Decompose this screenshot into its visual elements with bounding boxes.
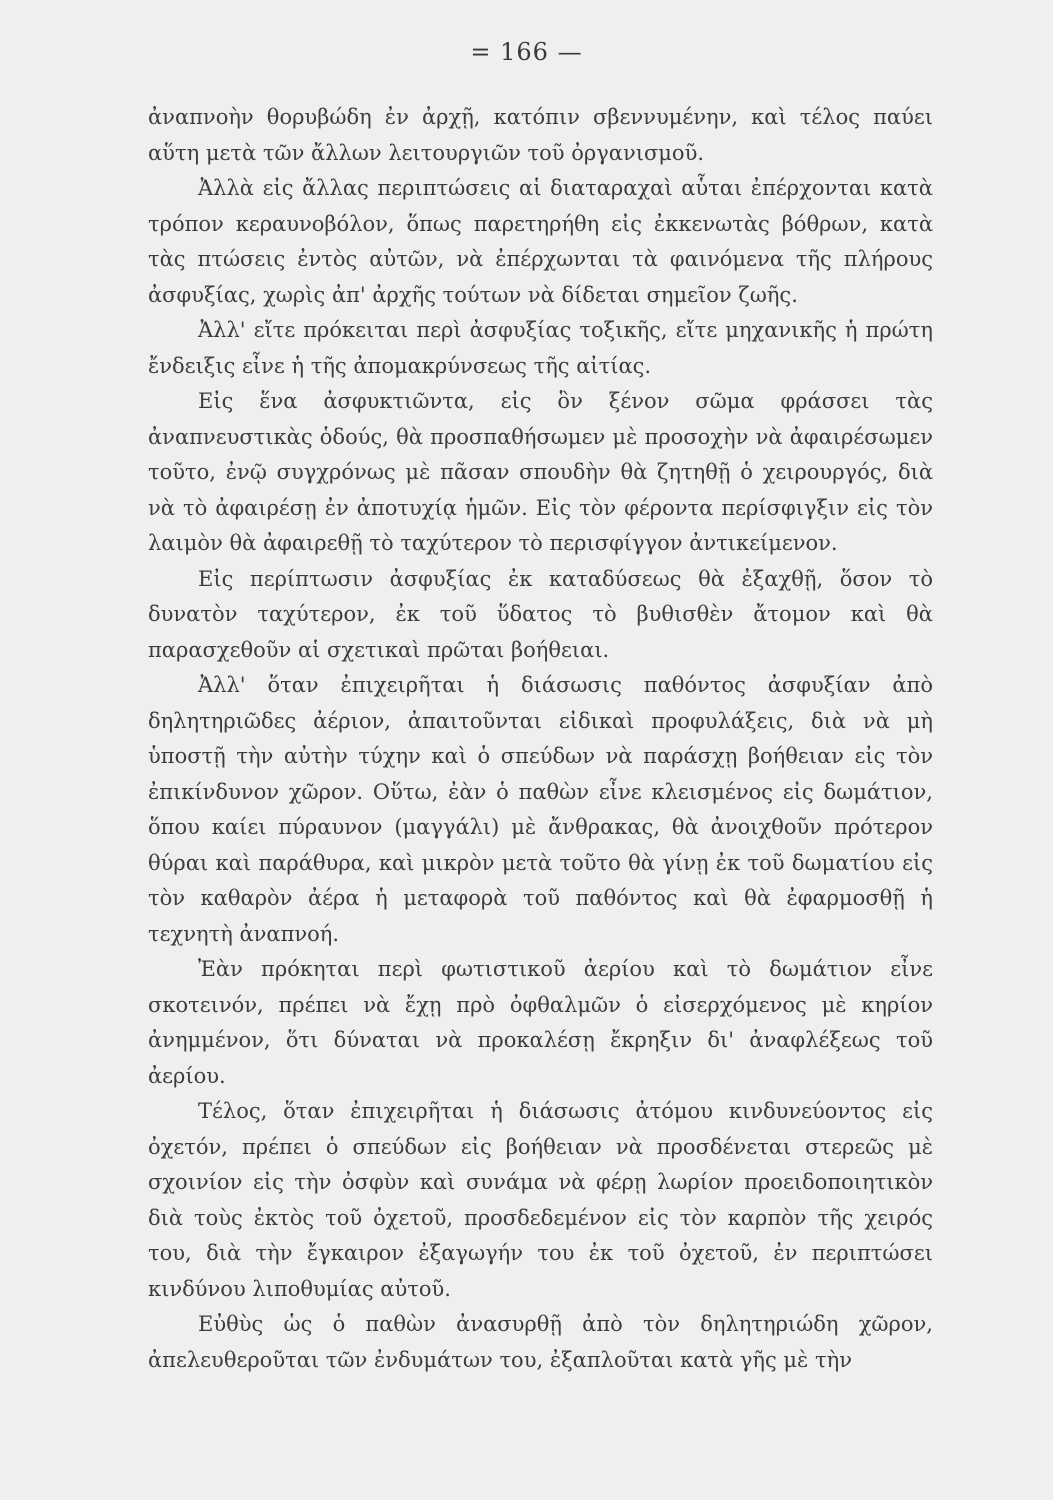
paragraph-3: Ἀλλ' εἴτε πρόκειται περὶ ἀσφυξίας τοξικῆς, εἴτε μηχανικῆς ἡ πρώτη ἔνδειξις εἶνε ἡ τῆς ἀπομακρύνσεως τῆς αἰτίας. <box>148 318 933 378</box>
paragraph-4: Εἰς ἕνα ἀσφυκτιῶντα, εἰς ὃν ξένον σῶμα φράσσει τὰς ἀναπνευστικὰς ὁδούς, θὰ προσπαθήσωμεν μὲ προσοχὴν νὰ ἀφαιρέσωμεν τοῦτο, ἐνῷ συγχρόνως μὲ πᾶσαν σπουδὴν θὰ ζητηθῇ ὁ χειρουργός, διὰ νὰ τὸ ἀφαιρέσῃ ἐν ἀποτυχίᾳ ἡμῶν. Εἰς τὸν φέροντα περίσφιγξιν εἰς τὸν λαιμὸν θὰ ἀφαιρεθῇ τὸ ταχύτερον τὸ περισφίγγον ἀντικείμενον. <box>148 389 933 555</box>
paragraph-7: Ἐὰν πρόκηται περὶ φωτιστικοῦ ἀερίου καὶ τὸ δωμάτιον εἶνε σκοτεινόν, πρέπει νὰ ἔχῃ πρὸ ὀφθαλμῶν ὁ εἰσερχόμενος μὲ κηρίον ἀνημμένον, ὅτι δύναται νὰ προκαλέσῃ ἔκρηξιν δι' ἀναφλέξεως τοῦ ἀερίου. <box>148 957 933 1088</box>
paragraph-5: Εἰς περίπτωσιν ἀσφυξίας ἐκ καταδύσεως θὰ ἐξαχθῇ, ὅσον τὸ δυνατὸν ταχύτερον, ἐκ τοῦ ὕδατος τὸ βυθισθὲν ἄτομον καὶ θὰ παρασχεθοῦν αἱ σχετικαὶ πρῶται βοήθειαι. <box>148 566 933 662</box>
paragraph-2: Ἀλλὰ εἰς ἄλλας περιπτώσεις αἱ διαταραχαὶ αὗται ἐπέρχονται κατὰ τρόπον κεραυνοβόλον, ὅπως παρετηρήθη εἰς ἐκκενωτὰς βόθρων, κατὰ τὰς πτώσεις ἐντὸς αὐτῶν, νὰ ἐπέρχωνται τὰ φαινόμενα τῆς πλήρους ἀσφυξίας, χωρὶς ἀπ' ἀρχῆς τούτων νὰ δίδεται σημεῖον ζωῆς. <box>148 176 933 307</box>
paragraph-6: Ἀλλ' ὅταν ἐπιχειρῆται ἡ διάσωσις παθόντος ἀσφυξίαν ἀπὸ δηλητηριῶδες ἀέριον, ἀπαιτοῦνται εἰδικαὶ προφυλάξεις, διὰ νὰ μὴ ὑποστῇ τὴν αὐτὴν τύχην καὶ ὁ σπεύδων νὰ παράσχῃ βοήθειαν εἰς τὸν ἐπικίνδυνον χῶρον. Οὕτω, ἐὰν ὁ παθὼν εἶνε κλεισμένος εἰς δωμάτιον, ὅπου καίει πύραυνον (μαγγάλι) μὲ ἄνθρακας, θὰ ἀνοιχθοῦν πρότερον θύραι καὶ παράθυρα, καὶ μικρὸν μετὰ τοῦτο θὰ γίνῃ ἐκ τοῦ δωματίου εἰς τὸν καθαρὸν ἀέρα ἡ μεταφορὰ τοῦ παθόντος καὶ θὰ ἐφαρμοσθῇ ἡ τεχνητὴ ἀναπνοή. <box>148 673 933 946</box>
page-number: = 166 — <box>470 38 583 66</box>
paragraph-9: Εὐθὺς ὡς ὁ παθὼν ἀνασυρθῇ ἀπὸ τὸν δηλητηριώδη χῶρον, ἀπελευθεροῦται τῶν ἐνδυμάτων του, ἐξαπλοῦται κατὰ γῆς μὲ τὴν <box>148 1312 933 1372</box>
body-text <box>148 100 933 1378</box>
paragraph-1: ἀναπνοὴν θορυβώδη ἐν ἀρχῇ, κατόπιν σβεννυμένην, καὶ τέλος παύει αὕτη μετὰ τῶν ἄλλων λειτουργιῶν τοῦ ὀργανισμοῦ. <box>148 105 933 165</box>
paragraph-8: Τέλος, ὅταν ἐπιχειρῆται ἡ διάσωσις ἀτόμου κινδυνεύοντος εἰς ὀχετόν, πρέπει ὁ σπεύδων εἰς βοήθειαν νὰ προσδένεται στερεῶς μὲ σχοινίον εἰς τὴν ὀσφὺν καὶ συνάμα νὰ φέρῃ λωρίον προειδοποιητικὸν διὰ τοὺς ἐκτὸς τοῦ ὀχετοῦ, προσδεδεμένον εἰς τὸν καρπὸν τῆς χειρός του, διὰ τὴν ἔγκαιρον ἐξαγωγήν του ἐκ τοῦ ὀχετοῦ, ἐν περιπτώσει κινδύνου λιποθυμίας αὐτοῦ. <box>148 1099 933 1301</box>
